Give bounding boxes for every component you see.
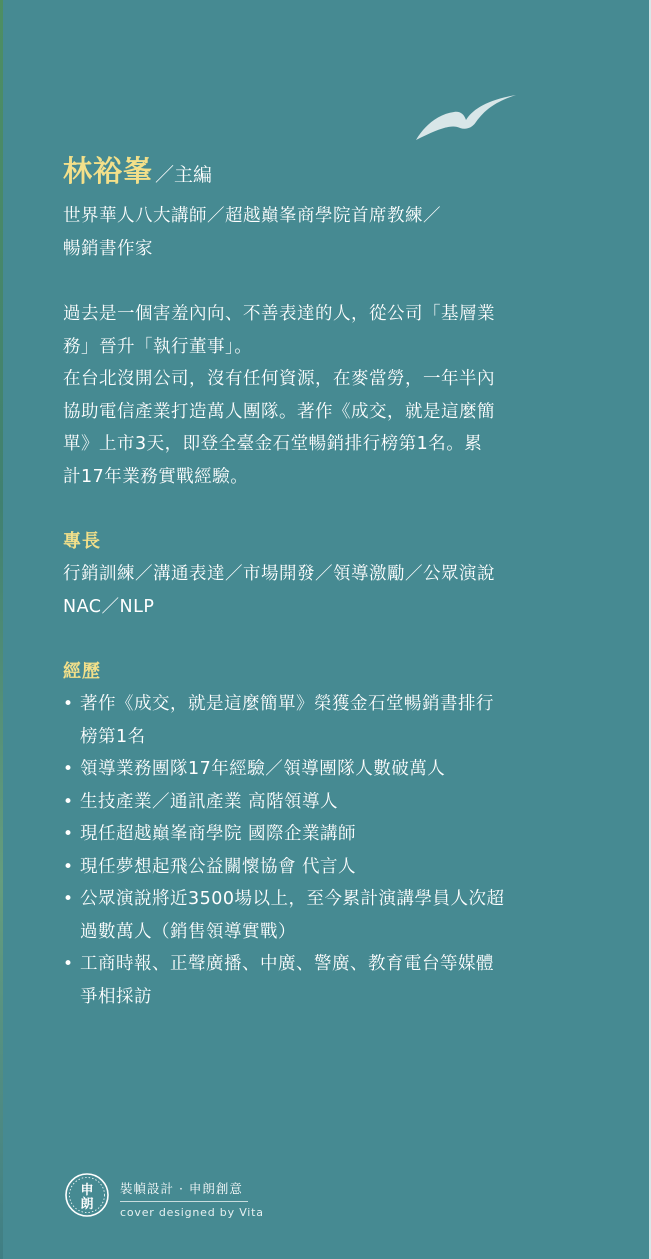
bullet-icon: • bbox=[63, 889, 74, 909]
list-item-line: 公眾演說將近3500場以上，至今累計演講學員人次超 bbox=[80, 889, 505, 909]
biography bbox=[63, 298, 533, 493]
expertise-line: 行銷訓練／溝通表達／市場開發／領導激勵／公眾演說 bbox=[63, 564, 495, 584]
credit-chinese: 裝幀設計 · 申朗創意 bbox=[120, 1180, 248, 1202]
list-item-line: 現任夢想起飛公益關懷協會 代言人 bbox=[80, 856, 357, 877]
shenlang-logo-icon bbox=[64, 1172, 110, 1218]
list-item-line: 著作《成交，就是這麼簡單》榮獲金石堂暢銷書排行 bbox=[80, 694, 494, 714]
bio-line: 計17年業務實戰經驗。 bbox=[63, 466, 249, 487]
title-line: 暢銷書作家 bbox=[63, 238, 153, 259]
list-item bbox=[63, 688, 533, 753]
bullet-icon: • bbox=[63, 759, 74, 779]
experience-heading: 經歷 bbox=[63, 661, 101, 682]
expertise-line: NAC／NLP bbox=[63, 596, 155, 617]
author-bio bbox=[63, 150, 533, 1013]
list-item-line: 過數萬人（銷售領導實戰） bbox=[80, 921, 296, 942]
list-item bbox=[63, 883, 533, 948]
author-header bbox=[63, 150, 533, 192]
seagull-icon bbox=[414, 92, 518, 144]
bullet-icon: • bbox=[63, 694, 74, 714]
design-credit bbox=[120, 1178, 264, 1222]
expertise-heading: 專長 bbox=[63, 531, 101, 552]
bio-line: 務」晉升「執行董事」。 bbox=[63, 336, 253, 357]
list-item bbox=[63, 753, 533, 786]
list-item-line: 生技產業／通訊產業 高階領導人 bbox=[80, 791, 339, 812]
author-titles bbox=[63, 200, 533, 265]
list-item-line: 工商時報、正聲廣播、中廣、警廣、教育電台等媒體 bbox=[80, 954, 494, 974]
bio-line: 協助電信產業打造萬人團隊。著作《成交，就是這麼簡 bbox=[63, 401, 495, 422]
bullet-icon: • bbox=[63, 824, 74, 844]
list-item-line: 現任超越巔峯商學院 國際企業講師 bbox=[80, 824, 357, 844]
list-item bbox=[63, 948, 533, 1013]
list-item bbox=[63, 786, 533, 819]
author-role: ／主編 bbox=[155, 164, 213, 186]
list-item-line: 領導業務團隊17年經驗／領導團隊人數破萬人 bbox=[80, 759, 446, 779]
cover-edge bbox=[0, 0, 3, 1259]
logo-char: 朗 bbox=[80, 1197, 94, 1212]
bio-line: 在台北沒開公司，沒有任何資源，在麥當勞，一年半內 bbox=[63, 369, 495, 389]
author-name: 林裕峯 bbox=[63, 154, 154, 188]
list-item bbox=[63, 818, 533, 851]
list-item bbox=[63, 851, 533, 884]
list-item-line: 爭相採訪 bbox=[80, 986, 152, 1007]
credit-english: cover designed by Vita bbox=[120, 1206, 264, 1219]
experience-section bbox=[63, 656, 533, 1013]
bio-line: 單》上市3天，即登全臺金石堂暢銷排行榜第1名。累 bbox=[63, 434, 483, 454]
bullet-icon: • bbox=[63, 954, 74, 974]
title-line: 世界華人八大講師／超越巔峯商學院首席教練／ bbox=[63, 206, 441, 226]
list-item-line: 榜第1名 bbox=[80, 726, 146, 747]
logo-char: 申 bbox=[80, 1183, 94, 1198]
bullet-icon: • bbox=[63, 791, 74, 812]
bio-line: 過去是一個害羞內向、不善表達的人，從公司「基層業 bbox=[63, 304, 495, 324]
experience-list bbox=[63, 688, 533, 1013]
bullet-icon: • bbox=[63, 856, 74, 877]
expertise-section bbox=[63, 526, 533, 623]
